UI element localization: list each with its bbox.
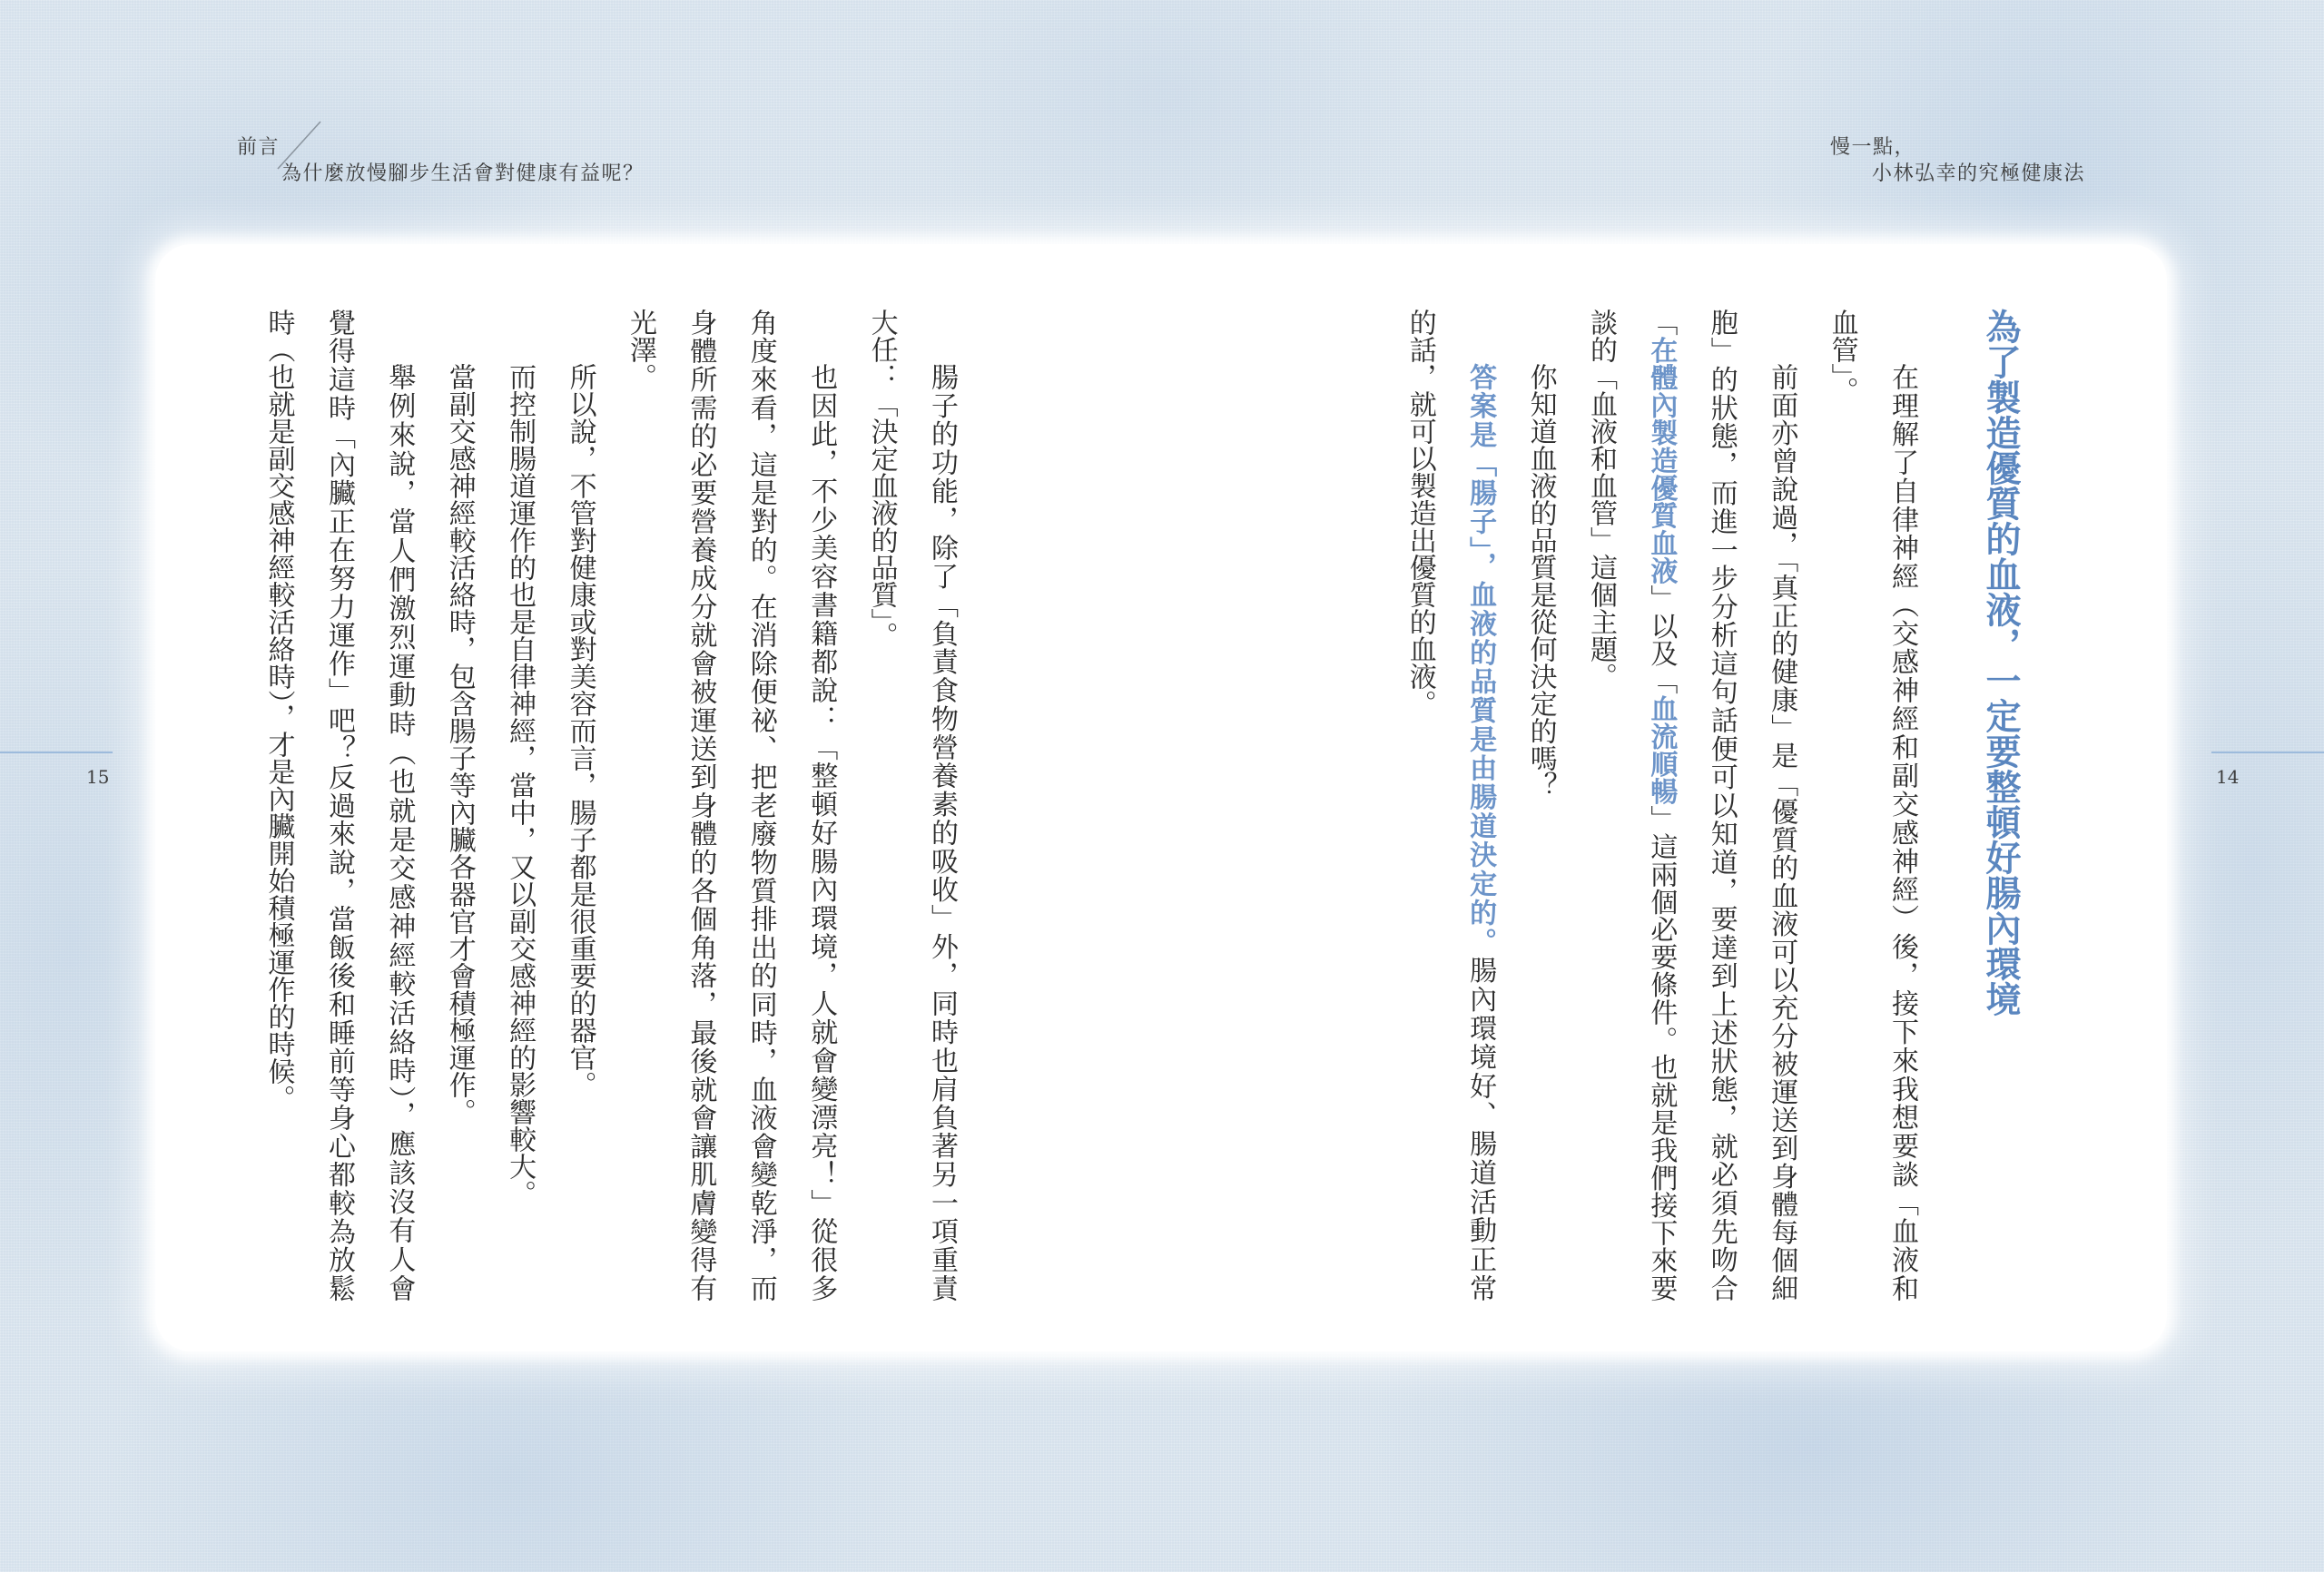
left-page-body bbox=[248, 309, 971, 1302]
text-column: 你知道血液的品質是從何決定的嗎？ bbox=[1524, 363, 1557, 799]
text-column: 血管」。 bbox=[1826, 309, 1858, 404]
text-column: 所以說，不管對健康或對美容而言，腸子都是很重要的器官。 bbox=[564, 363, 596, 1098]
running-head-title: 為什麼放慢腳步生活會對健康有益呢？ bbox=[281, 162, 645, 185]
section-heading: 為了製造優質的血液，一定要整頓好腸內環境 bbox=[1980, 309, 2022, 1017]
text-column: 光澤。 bbox=[624, 309, 656, 390]
text-run: 腸內環境好、腸道活動正常 bbox=[1464, 956, 1497, 1302]
text-column bbox=[1450, 309, 1510, 1302]
text-column bbox=[1630, 309, 1690, 1302]
text-run: 」以及「 bbox=[1645, 585, 1678, 695]
text-column: 的話，就可以製造出優質的血液。 bbox=[1403, 309, 1436, 717]
text-column: 也因此，不少美容書籍都說：「整頓好腸內環境，人就會變漂亮！」從很多 bbox=[805, 363, 838, 1302]
running-head-book-title-line1: 慢一點， bbox=[1830, 136, 1916, 159]
right-page-body bbox=[1389, 309, 1932, 1302]
text-run: 「 bbox=[1645, 309, 1678, 337]
text-column: 時（也就是副交感神經較活絡時），才是內臟開始積極運作的時候。 bbox=[262, 309, 295, 1112]
text-column: 舉例來說，當人們激烈運動時（也就是交感神經較活絡時），應該沒有人會 bbox=[383, 363, 416, 1302]
emphasis-text: 血流順暢 bbox=[1645, 694, 1678, 806]
text-column: 角度來看，這是對的。在消除便祕、把老廢物質排出的同時，血液會變乾淨，而 bbox=[744, 309, 777, 1302]
running-head-book-title-line2: 小林弘幸的究極健康法 bbox=[1872, 162, 2086, 185]
text-column: 腸子的功能，除了「負責食物營養素的吸收」外，同時也肩負著另一項重責 bbox=[926, 363, 958, 1302]
page-edge-rule-right bbox=[2211, 752, 2324, 753]
emphasis-text: 在體內製造優質血液 bbox=[1645, 336, 1678, 585]
running-head-section: 前言 bbox=[237, 136, 281, 159]
page-number-right: 14 bbox=[2216, 766, 2240, 788]
emphasis-text: 答案是「腸子」，血液的品質是由腸道決定的。 bbox=[1464, 363, 1497, 957]
text-column: 而控制腸道運作的也是自律神經，當中，又以副交感神經的影響較大。 bbox=[504, 363, 537, 1207]
text-column: 當副交感神經較活絡時，包含腸子等內臟各器官才會積極運作。 bbox=[443, 363, 476, 1125]
page-number-left: 15 bbox=[86, 766, 110, 788]
text-column: 覺得這時「內臟正在努力運作」吧？反過來說，當飯後和睡前等身心都較為放鬆 bbox=[322, 309, 355, 1302]
text-column: 大任：「決定血液的品質」。 bbox=[865, 309, 898, 649]
text-column: 胞」的狀態，而進一步分析這句話便可以知道，要達到上述狀態，就必須先吻合 bbox=[1705, 309, 1738, 1302]
text-run: 」這兩個必要條件。也就是我們接下來要 bbox=[1645, 805, 1678, 1302]
page-edge-rule-left bbox=[0, 752, 113, 753]
text-column: 談的「血液和血管」這個主題。 bbox=[1584, 309, 1617, 690]
text-column: 在理解了自律神經（交感神經和副交感神經）後，接下來我想要談「血液和 bbox=[1886, 363, 1918, 1302]
text-column: 前面亦曾說過，「真正的健康」是「優質的血液可以充分被運送到身體每個細 bbox=[1766, 363, 1798, 1302]
text-column: 身體所需的必要營養成分就會被運送到身體的各個角落，最後就會讓肌膚變得有 bbox=[684, 309, 717, 1302]
